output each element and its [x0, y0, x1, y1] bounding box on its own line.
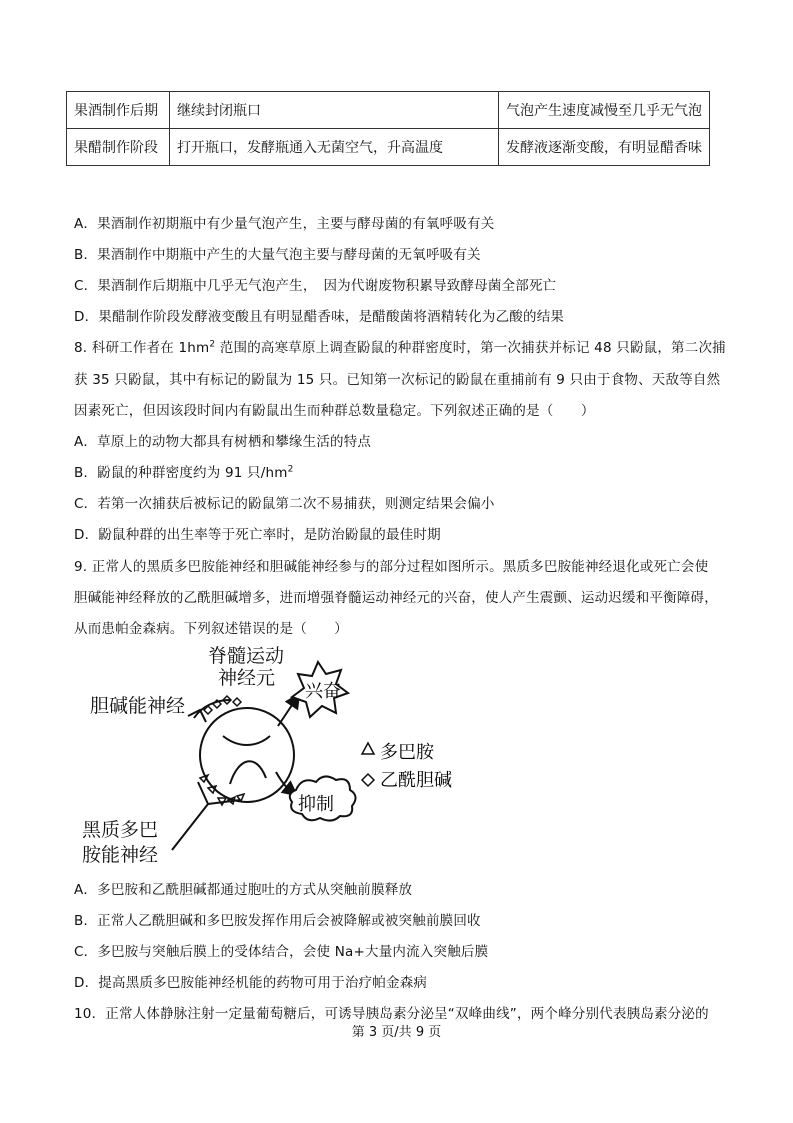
- q9-option-a: A．多巴胺和乙酰胆碱都通过胞吐的方式从突触前膜释放: [74, 882, 413, 898]
- q9-option-d: D．提高黑质多巴胺能神经机能的药物可用于治疗帕金森病: [74, 975, 428, 991]
- neuron-diagram: [80, 640, 470, 870]
- q8-stem-line-3: 因素死亡，但因该段时间内有鼢鼠出生而种群总数量稳定。下列叙述正确的是（ ）: [74, 403, 595, 419]
- excite-label: 兴奋: [305, 681, 341, 701]
- diamond-legend-icon: [362, 774, 374, 786]
- q7-option-a: A．果酒制作初期瓶中有少量气泡产生，主要与酵母菌的有氧呼吸有关: [74, 216, 495, 232]
- legend-acetylcholine: 乙酰胆碱: [380, 770, 452, 790]
- q8-option-a: A．草原上的动物大都具有树栖和攀缘生活的特点: [74, 434, 372, 450]
- inhibit-label: 抑制: [298, 794, 334, 814]
- legend-dopamine: 多巴胺: [380, 742, 434, 762]
- q10-stem-line-1: 10．正常人体静脉注射一定量葡萄糖后，可诱导胰岛素分泌呈“双峰曲线”，两个峰分别代表胰岛素分泌的: [74, 1006, 709, 1022]
- triangle-legend-icon: [362, 743, 374, 754]
- q8-option-b-text: B．鼢鼠的种群密度约为 91 只/hm: [74, 465, 288, 481]
- q8-option-b: [74, 461, 294, 481]
- table-cell: 打开瓶口，发酵瓶通入无菌空气，升高温度: [170, 129, 499, 166]
- q9-option-b: B．正常人乙酰胆碱和多巴胺发挥作用后会被降解或被突触前膜回收: [74, 913, 481, 929]
- neuron-inner-curve: [230, 761, 266, 784]
- q7-option-c: C．果酒制作后期瓶中几乎无气泡产生， 因为代谢废物积累导致酵母菌全部死亡: [74, 278, 557, 294]
- q8-stem-line-2: 获 35 只鼢鼠，其中有标记的鼢鼠为 15 只。已知第一次标记的鼢鼠在重捕前有 9 只由于食物、天敌等自然: [74, 372, 721, 388]
- q8-stem-line-1: [74, 336, 726, 356]
- superscript: 2: [287, 464, 294, 475]
- table-cell: 果酒制作后期: [67, 92, 170, 129]
- nigra-label: 胺能神经: [82, 845, 159, 866]
- q8-stem-text: 8. 科研工作者在 1hm: [74, 340, 210, 356]
- dopaminergic-axon: [172, 782, 240, 850]
- fermentation-table: [66, 91, 710, 166]
- arrow-to-excite: [278, 696, 298, 726]
- table-cell: 果醋制作阶段: [67, 129, 170, 166]
- q7-option-d: D．果醋制作阶段发酵液变酸且有明显醋香味，是醋酸菌将酒精转化为乙酸的结果: [74, 309, 565, 325]
- table-row: [67, 92, 710, 129]
- q9-option-c: C．多巴胺与突触后膜上的受体结合，会使 Na+大量内流入突触后膜: [74, 944, 489, 960]
- table-cell: 继续封闭瓶口: [170, 92, 499, 129]
- table-cell: 发酵液逐渐变酸，有明显醋香味: [499, 129, 710, 166]
- neuron-inner-curve: [223, 736, 270, 745]
- table-row: [67, 129, 710, 166]
- spinal-neuron-label: 神经元: [218, 668, 276, 689]
- q9-stem-line-2: 胆碱能神经释放的乙酰胆碱增多，进而增强脊髓运动神经元的兴奋，使人产生震颤、运动迟缓和平衡障碍，: [74, 590, 718, 606]
- table-cell: 气泡产生速度减慢至几乎无气泡: [499, 92, 710, 129]
- q8-option-d: D．鼢鼠种群的出生率等于死亡率时，是防治鼢鼠的最佳时期: [74, 527, 441, 543]
- q9-stem-line-3: 从而患帕金森病。下列叙述错误的是（ ）: [74, 621, 348, 637]
- cholinergic-axon: [188, 710, 206, 722]
- page-footer: 第 3 页/共 9 页: [351, 1025, 442, 1040]
- q8-option-c: C．若第一次捕获后被标记的鼢鼠第二次不易捕获，则测定结果会偏小: [74, 496, 495, 512]
- superscript: 2: [209, 339, 216, 350]
- spinal-neuron-label: 脊髓运动: [208, 646, 285, 667]
- q9-stem-line-1: 9. 正常人的黑质多巴胺能神经和胆碱能神经参与的部分过程如图所示。黑质多巴胺能神经退化或死亡会使: [74, 559, 709, 575]
- cholinergic-label: 胆碱能神经: [90, 696, 186, 717]
- nigra-label: 黑质多巴: [82, 820, 159, 841]
- q8-stem-text: 范围的高寒草原上调查鼢鼠的种群密度时，第一次捕获并标记 48 只鼢鼠，第二次捕: [215, 340, 726, 356]
- q7-option-b: B．果酒制作中期瓶中产生的大量气泡主要与酵母菌的无氧呼吸有关: [74, 247, 481, 263]
